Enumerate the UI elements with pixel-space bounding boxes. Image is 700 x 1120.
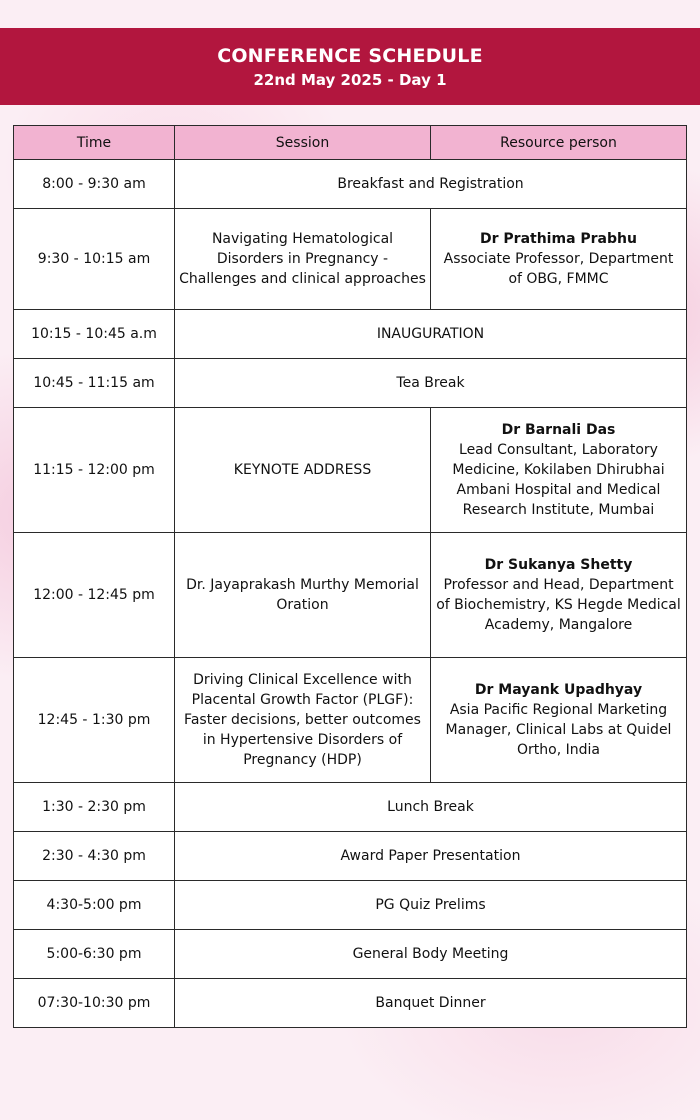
- table-header-row: [14, 126, 687, 160]
- time-cell: 11:15 - 12:00 pm: [14, 408, 175, 533]
- schedule-header: [0, 28, 700, 105]
- schedule-table: [13, 125, 687, 1028]
- resource-person-cell: [431, 658, 687, 783]
- table-row: [14, 359, 687, 408]
- session-cell: KEYNOTE ADDRESS: [175, 408, 431, 533]
- time-cell: 2:30 - 4:30 pm: [14, 832, 175, 881]
- page-subtitle: 22nd May 2025 - Day 1: [253, 71, 447, 89]
- table-row: [14, 881, 687, 930]
- time-cell: 8:00 - 9:30 am: [14, 160, 175, 209]
- table-row: [14, 832, 687, 881]
- resource-person-cell: [431, 209, 687, 310]
- table-row: [14, 783, 687, 832]
- time-cell: 10:45 - 11:15 am: [14, 359, 175, 408]
- session-cell: Driving Clinical Excellence with Placental Growth Factor (PLGF): Faster decisions, better outcomes in Hypertensive Disorders of Pregnancy (HDP): [175, 658, 431, 783]
- resource-person-name: Dr Barnali Das: [501, 422, 616, 438]
- page-title: CONFERENCE SCHEDULE: [217, 45, 483, 67]
- table-row: [14, 658, 687, 783]
- resource-person-detail: Asia Pacific Regional Marketing Manager, Clinical Labs at Quidel Ortho, India: [445, 702, 672, 758]
- table-row: [14, 930, 687, 979]
- time-cell: 9:30 - 10:15 am: [14, 209, 175, 310]
- session-cell: General Body Meeting: [175, 930, 687, 979]
- table-row: [14, 209, 687, 310]
- table-row: [14, 979, 687, 1028]
- session-cell: Tea Break: [175, 359, 687, 408]
- resource-person-name: Dr Sukanya Shetty: [484, 557, 633, 573]
- resource-person-name: Dr Mayank Upadhyay: [474, 682, 643, 698]
- time-cell: 12:45 - 1:30 pm: [14, 658, 175, 783]
- table-row: [14, 310, 687, 359]
- time-cell: 07:30-10:30 pm: [14, 979, 175, 1028]
- time-cell: 4:30-5:00 pm: [14, 881, 175, 930]
- column-header-session: Session: [175, 126, 431, 160]
- session-cell: Breakfast and Registration: [175, 160, 687, 209]
- resource-person-cell: [431, 533, 687, 658]
- time-cell: 1:30 - 2:30 pm: [14, 783, 175, 832]
- resource-person-name: Dr Prathima Prabhu: [480, 231, 637, 247]
- session-cell: Banquet Dinner: [175, 979, 687, 1028]
- session-cell: INAUGURATION: [175, 310, 687, 359]
- resource-person-detail: Associate Professor, Department of OBG, FMMC: [443, 251, 674, 287]
- column-header-resource-person: Resource person: [431, 126, 687, 160]
- column-header-time: Time: [14, 126, 175, 160]
- resource-person-detail: Professor and Head, Department of Biochemistry, KS Hegde Medical Academy, Mangalore: [436, 577, 681, 633]
- session-cell: Lunch Break: [175, 783, 687, 832]
- time-cell: 5:00-6:30 pm: [14, 930, 175, 979]
- resource-person-cell: [431, 408, 687, 533]
- table-row: [14, 533, 687, 658]
- table-row: [14, 408, 687, 533]
- session-cell: Navigating Hematological Disorders in Pregnancy - Challenges and clinical approaches: [175, 209, 431, 310]
- time-cell: 10:15 - 10:45 a.m: [14, 310, 175, 359]
- time-cell: 12:00 - 12:45 pm: [14, 533, 175, 658]
- session-cell: Dr. Jayaprakash Murthy Memorial Oration: [175, 533, 431, 658]
- resource-person-detail: Lead Consultant, Laboratory Medicine, Kokilaben Dhirubhai Ambani Hospital and Medical Research Institute, Mumbai: [452, 442, 665, 518]
- session-cell: PG Quiz Prelims: [175, 881, 687, 930]
- table-row: [14, 160, 687, 209]
- session-cell: Award Paper Presentation: [175, 832, 687, 881]
